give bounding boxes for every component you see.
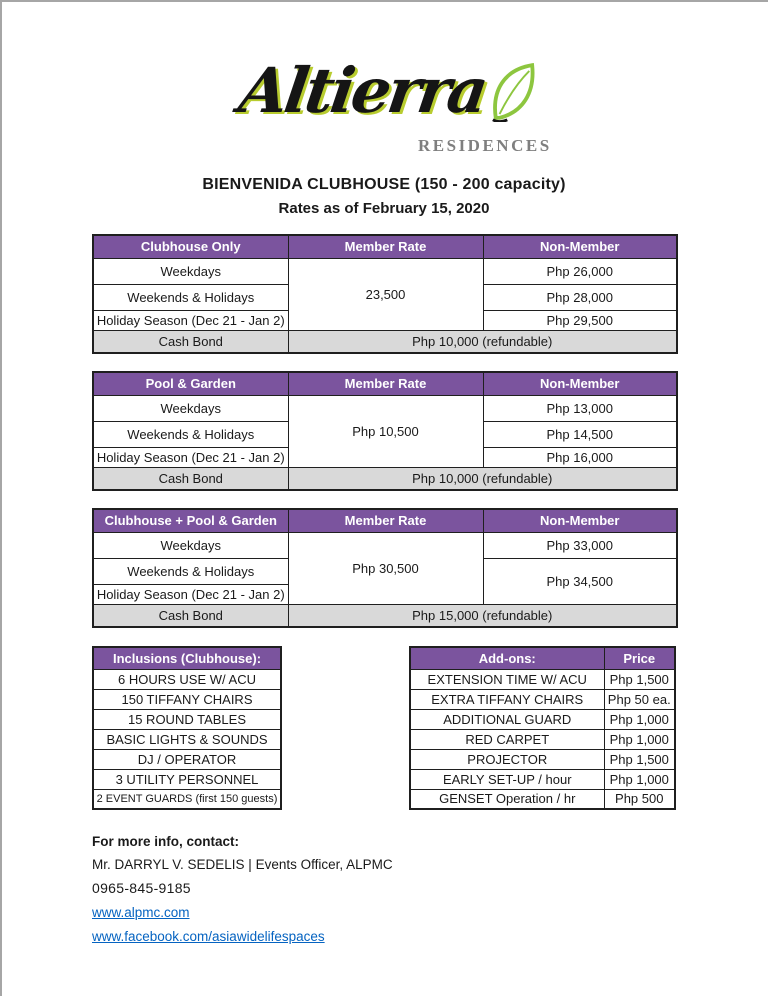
- addon-price: Php 1,000: [604, 709, 675, 729]
- page-content: [92, 54, 676, 944]
- cash-bond-value: Php 10,000 (refundable): [288, 467, 677, 490]
- page-title: BIENVENIDA CLUBHOUSE (150 - 200 capacity): [202, 176, 566, 193]
- inclusion-item: DJ / OPERATOR: [93, 749, 281, 769]
- inclusions-table: [92, 646, 282, 810]
- addon-price: Php 1,500: [604, 749, 675, 769]
- cash-bond-value: Php 15,000 (refundable): [288, 604, 677, 627]
- member-rate-value: Php 30,500: [288, 532, 483, 604]
- non-member-value: Php 28,000: [483, 284, 677, 310]
- addon-name: PROJECTOR: [410, 749, 604, 769]
- addon-price: Php 500: [604, 789, 675, 809]
- cash-bond-label: Cash Bond: [93, 330, 288, 353]
- inclusion-item: 150 TIFFANY CHAIRS: [93, 689, 281, 709]
- day-label: Weekdays: [93, 532, 288, 558]
- addon-name: GENSET Operation / hr: [410, 789, 604, 809]
- addon-name: ADDITIONAL GUARD: [410, 709, 604, 729]
- addon-price: Php 1,500: [604, 669, 675, 689]
- inclusions-header: Inclusions (Clubhouse):: [93, 647, 281, 669]
- non-member-value: Php 33,000: [483, 532, 677, 558]
- non-member-value: Php 26,000: [483, 258, 677, 284]
- addons-table: [409, 646, 676, 810]
- inclusion-item: BASIC LIGHTS & SOUNDS: [93, 729, 281, 749]
- day-label: Holiday Season (Dec 21 - Jan 2): [93, 447, 288, 467]
- contact-person: Mr. DARRYL V. SEDELIS | Events Officer, ALPMC: [92, 857, 393, 872]
- facebook-link[interactable]: www.facebook.com/asiawidelifespaces: [92, 929, 325, 944]
- member-rate-header: Member Rate: [288, 372, 483, 395]
- member-rate-header: Member Rate: [288, 509, 483, 532]
- addon-name: EXTENSION TIME W/ ACU: [410, 669, 604, 689]
- inclusion-item: 2 EVENT GUARDS (first 150 guests): [93, 789, 281, 809]
- inclusion-item: 6 HOURS USE W/ ACU: [93, 669, 281, 689]
- addon-name: EARLY SET-UP / hour: [410, 769, 604, 789]
- member-rate-value: Php 10,500: [288, 395, 483, 467]
- logo-wordmark: Altierra: [234, 54, 490, 127]
- rate-table-pool-garden: [92, 371, 678, 491]
- day-label: Holiday Season (Dec 21 - Jan 2): [93, 310, 288, 330]
- addons-header: Add-ons:: [410, 647, 604, 669]
- price-header: Price: [604, 647, 675, 669]
- addon-price: Php 1,000: [604, 729, 675, 749]
- rate-table-clubhouse-only: [92, 234, 678, 354]
- inclusion-item: 3 UTILITY PERSONNEL: [93, 769, 281, 789]
- cash-bond-value: Php 10,000 (refundable): [288, 330, 677, 353]
- table-title-cell: Clubhouse Only: [93, 235, 288, 258]
- day-label: Holiday Season (Dec 21 - Jan 2): [93, 584, 288, 604]
- cash-bond-label: Cash Bond: [93, 467, 288, 490]
- rate-table-clubhouse-pool-garden: [92, 508, 678, 628]
- addon-price: Php 50 ea.: [604, 689, 675, 709]
- day-label: Weekends & Holidays: [93, 284, 288, 310]
- website-link[interactable]: www.alpmc.com: [92, 905, 190, 920]
- non-member-value: Php 16,000: [483, 447, 677, 467]
- rates-date-subtitle: Rates as of February 15, 2020: [278, 200, 490, 217]
- contact-phone: 0965-845-9185: [92, 880, 191, 896]
- bottom-tables-row: [92, 646, 676, 810]
- contact-heading: For more info, contact:: [92, 834, 240, 849]
- non-member-value: Php 13,000: [483, 395, 677, 421]
- non-member-header: Non-Member: [483, 509, 677, 532]
- non-member-header: Non-Member: [483, 372, 677, 395]
- logo-residences-label: RESIDENCES: [418, 136, 552, 155]
- altierra-logo: [92, 54, 676, 166]
- member-rate-header: Member Rate: [288, 235, 483, 258]
- addon-price: Php 1,000: [604, 769, 675, 789]
- contact-section: [92, 834, 676, 944]
- cash-bond-label: Cash Bond: [93, 604, 288, 627]
- day-label: Weekends & Holidays: [93, 421, 288, 447]
- addon-name: EXTRA TIFFANY CHAIRS: [410, 689, 604, 709]
- table-title-cell: Clubhouse + Pool & Garden: [93, 509, 288, 532]
- non-member-header: Non-Member: [483, 235, 677, 258]
- non-member-value: Php 29,500: [483, 310, 677, 330]
- non-member-value: Php 14,500: [483, 421, 677, 447]
- day-label: Weekdays: [93, 395, 288, 421]
- non-member-value: Php 34,500: [483, 558, 677, 604]
- leaf-icon: [490, 62, 536, 127]
- addon-name: RED CARPET: [410, 729, 604, 749]
- day-label: Weekdays: [93, 258, 288, 284]
- member-rate-value: 23,500: [288, 258, 483, 330]
- day-label: Weekends & Holidays: [93, 558, 288, 584]
- inclusion-item: 15 ROUND TABLES: [93, 709, 281, 729]
- table-title-cell: Pool & Garden: [93, 372, 288, 395]
